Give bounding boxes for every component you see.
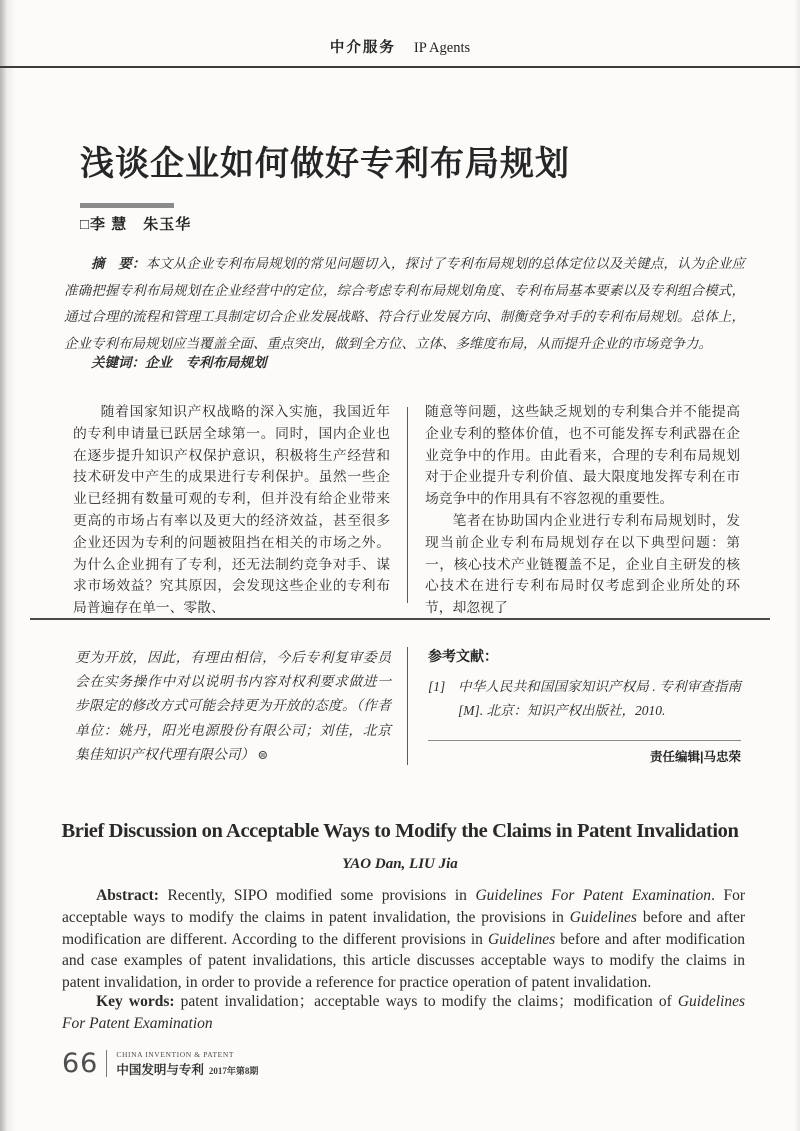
abstract-en-seg2: Guidelines For Patent Examination [475,887,712,904]
header-rule [0,66,800,68]
abstract-label-en: Abstract: [96,887,159,904]
english-keywords [62,991,745,1035]
journal-meta [116,1050,258,1078]
scan-left-edge-shadow [0,0,16,1131]
journal-name-cn [116,1060,258,1078]
keywords-en-seg1: patent invalidation；acceptable ways to modify the claims；modification of [174,993,678,1010]
prev-article-left-column [75,646,391,767]
reference-number: [1] [428,679,446,694]
keywords-label-cn: 关键词： [91,355,145,370]
section-header [0,36,800,57]
body-paragraph-1: 随着国家知识产权战略的深入实施，我国近年的专利申请量已跃居全球第一。同时，国内企业也在逐步提升知识产权保护意识，积极将生产经营和技术研发中产生的成果进行专利保护。虽然一些企业已经拥有数量可观的专利，但并没有给企业带来更高的市场占有率以及更大的经济效益，甚至很多企业还因为专利的问题被阻挡在相关的市场之外。为什么企业拥有了专利，还无法制约竞争对手、谋求市场效益？究其原因，会发现这些企业的专利布局普遍存在单一、零散、 [73,404,390,616]
author-accent-bar [80,203,174,208]
abstract-en-seg3: . For acceptable ways to modify the claims in patent invalidation, the provisions in [62,887,745,926]
prev-article-closing-text: 更为开放，因此，有理由相信，今后专利复审委员会在实务操作中对以说明书内容对权利要求做进一步限定的修改方式可能会持更为开放的态度。（作者单位：姚丹，阳光电源股份有限公司；刘佳，北京集佳知识产权代理有限公司） [75,650,391,762]
english-abstract [62,885,745,994]
editor-credit: 责任编辑|马忠荣 [650,750,741,764]
column-divider-bottom [407,647,408,765]
english-authors: YAO Dan, LIU Jia [342,856,458,872]
references-rule [428,740,741,741]
body-right-column [425,401,740,619]
end-of-article-icon: ⊜ [257,746,269,762]
references-heading: 参考文献： [428,648,498,664]
english-title: Brief Discussion on Acceptable Ways to Modify the Claims in Patent Invalidation [61,820,739,842]
journal-name-en: CHINA INVENTION & PATENT [116,1049,235,1059]
abstract-en-seg7: before and after modification and case examples of patent invalidations, this article discusses acceptable ways to modify the claims in patent invalidation, in order to provide a reference for practice operation of patent invalidation. [62,930,745,992]
section-title-en: IP Agents [413,40,471,56]
scan-right-edge-shadow [794,0,800,1131]
reference-item [428,675,741,723]
body-paragraph-3: 笔者在协助国内企业进行专利布局规划时，发现当前企业专利布局规划存在以下典型问题：第一，核心技术产业链覆盖不足，企业自主研发的核心技术在进行专利布局时仅考虑到企业所处的环节，却忽视了 [425,512,740,616]
journal-cn-text: 中国发明与专利 [116,1062,204,1077]
body-paragraph-2: 随意等问题，这些缺乏规划的专利集合并不能提高企业专利的整体价值，也不可能发挥专利武器在企业竞争中的作用。由此看来，合理的专利布局规划对于企业提升专利价值、最大限度地发挥专利在市场竞争中的作用具有不容忽视的重要性。 [425,404,740,507]
page-number: 66 [62,1048,99,1079]
keywords-label-en: Key words: [96,993,175,1010]
body-left-column [73,401,390,619]
abstract-en-seg5: before and after modification are different. According to the different provisions in [62,908,745,948]
article-title: 浅谈企业如何做好专利布局规划 [80,146,570,183]
keywords-cn [64,351,745,371]
author-names: □李 慧 朱玉华 [80,216,192,233]
footer-divider [106,1050,107,1077]
keywords-en-seg2: Guidelines For Patent Examination [62,993,745,1032]
issue-label: 2017年第8期 [208,1065,259,1076]
abstract-text-cn: 本文从企业专利布局规划的常见问题切入，探讨了专利布局规划的总体定位以及关键点，认为企业应准确把握专利布局规划在企业经营中的定位，综合考虑专利布局规划角度、专利布局基本要素以及专利组合模式，通过合理的流程和管理工具制定切合企业发展战略、符合行业发展方向、制衡竞争对手的专利布局规划。总体上，企业专利布局规划应当覆盖全面、重点突出，做到全方位、立体、多维度布局，从而提升企业的市场竞争力。 [64,256,746,351]
references-column [428,646,741,776]
abstract-en-seg4: Guidelines [569,908,637,926]
abstract-en-seg6: Guidelines [488,930,556,948]
prev-article-closing [75,646,391,767]
page-footer [62,1048,258,1079]
abstract-label-cn: 摘 要： [91,256,146,271]
section-title-cn: 中介服务 [329,40,396,56]
abstract-en-seg1: Recently, SIPO modified some provisions in [158,887,476,904]
reference-text: 中华人民共和国国家知识产权局 . 专利审查指南 [M]. 北京：知识产权出版社，2010. [458,679,741,718]
section-divider [30,618,770,620]
column-divider-top [407,407,408,603]
abstract-cn [64,251,745,357]
keywords-text-cn: 企业 专利布局规划 [145,355,267,370]
